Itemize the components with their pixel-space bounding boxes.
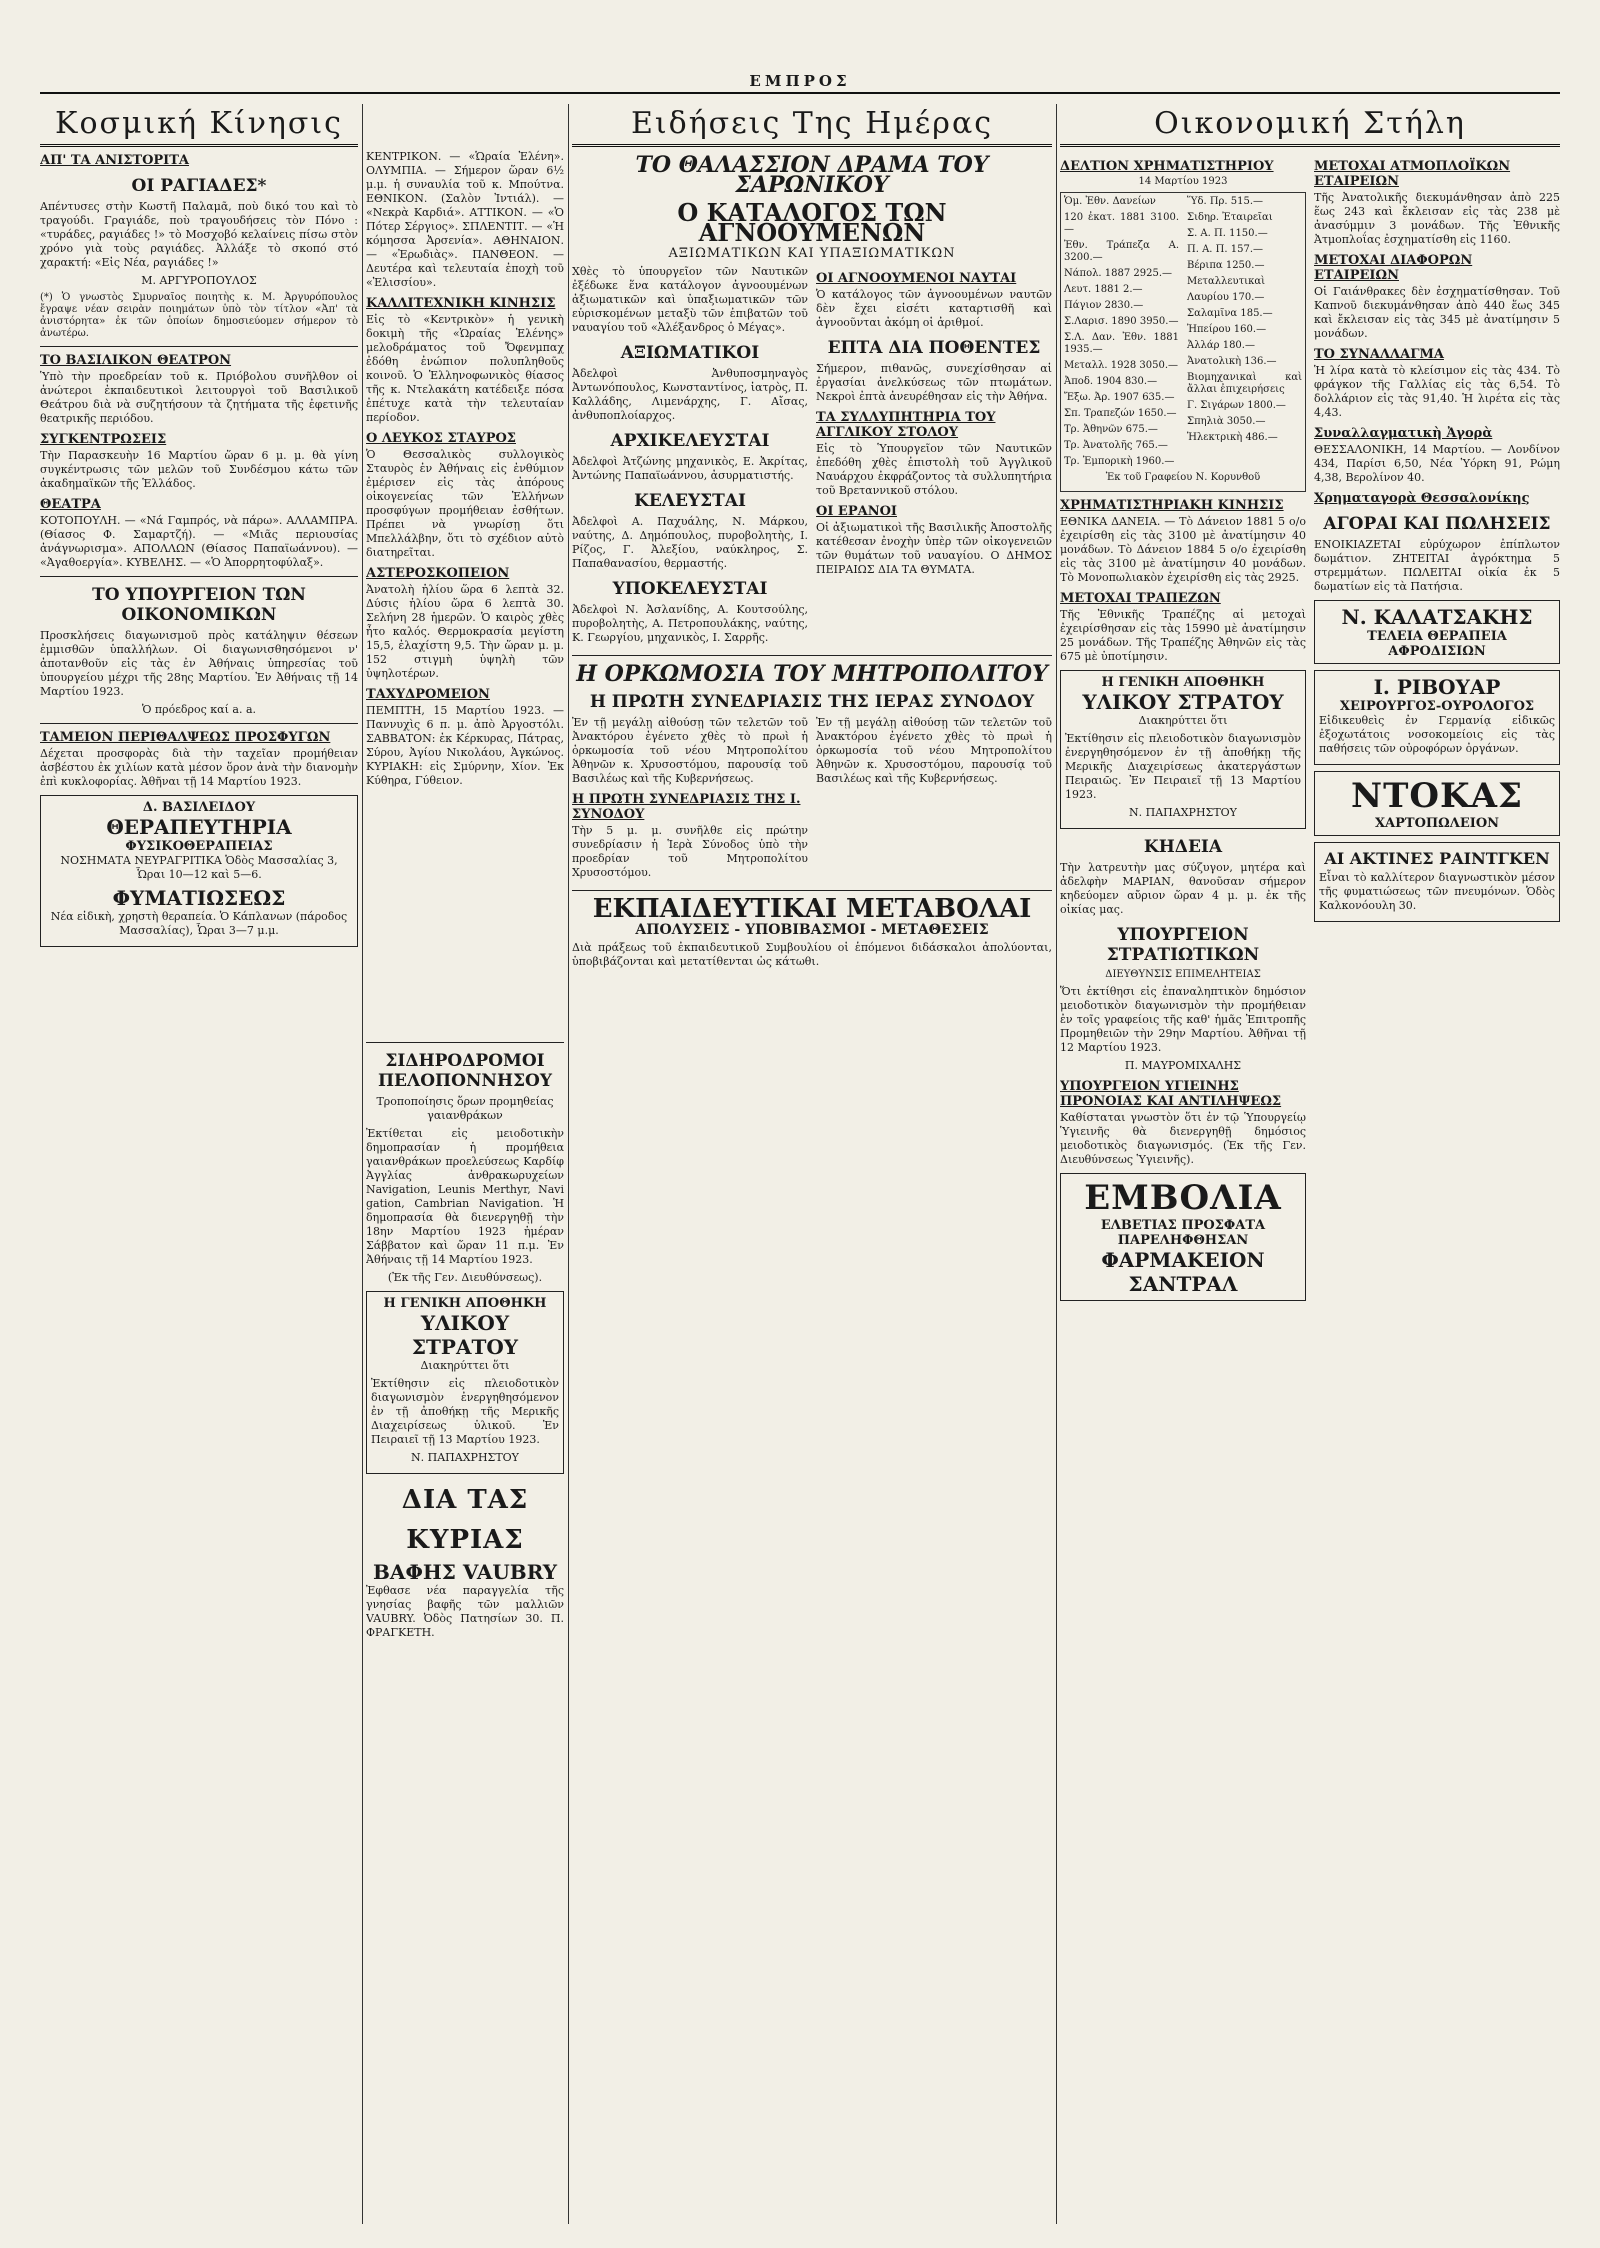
deltion-col-b: [1187, 196, 1302, 472]
keleustai-text: Ἀδελφοὶ Α. Παχυάλης, Ν. Μάρκου, ναύτης, Δ. Δημόπουλος, πυροβολητὴς, Ι. Ρίζος, Γ. Ἀλεξίου, ναύκληρος, Σ. Παπαθανασίου, θερμαστής.: [572, 515, 808, 570]
ad-ribouar-name: Ι. ΡΙΒΟΥΑΡ: [1373, 675, 1501, 699]
ad-apothiki-2-heading: Η ΓΕΝΙΚΗ ΑΠΟΘΗΚΗ: [1101, 675, 1265, 690]
deltion-line: Βιομηχανικαὶ καὶ ἄλλαι ἐπιχειρήσεις: [1187, 372, 1302, 395]
ad-apothiki-title: ΥΛΙΚΟΥ ΣΤΡΑΤΟΥ: [411, 1311, 519, 1359]
heading-kaloi: Χρηματαγορὰ Θεσσαλονίκης: [1314, 491, 1530, 506]
heading-orkomosia: Η ΟΡΚΩΜΟΣΙΑ ΤΟΥ ΜΗΤΡΟΠΟΛΙΤΟΥ: [576, 661, 1048, 687]
heading-vasilikon: ΤΟ ΒΑΣΙΛΙΚΟΝ ΘΕΑΤΡΟΝ: [40, 353, 232, 368]
ad-apothiki-2-title: ΥΛΙΚΟΥ ΣΤΡΑΤΟΥ: [1082, 690, 1284, 714]
heading-ypourgeion: ΤΟ ΥΠΟΥΡΓΕΙΟΝ ΤΩΝ ΟΙΚΟΝΟΜΙΚΩΝ: [92, 585, 306, 625]
ypourgeion-text: Προσκλήσεις διαγωνισμοῦ πρὸς κατάληψιν θέσεων ἐμμισθῶν ὑπαλλήλων. Οἱ διαγωνισθησόμενοι ν' ἀποτανθοῦν εἰς τὰς ἐν Ἀθήναις ὑπηρεσίας τοῦ ὑπουργείου μέχρι τῆς 28ης Μαρτίου. Ἐν Ἀθήναις τῇ 14 Μαρτίου 1923.: [40, 629, 358, 698]
epta-text: Σήμερον, πιθανῶς, συνεχίσθησαν αἱ ἐργασίαι ἀνελκύσεως τῶν πτωμάτων. Νεκροὶ ἐπτὰ ἀνευρέθησαν εἰς τὴν Ἀθήνα.: [816, 362, 1052, 403]
deltion-line: 120 ἐκατ. 1881 3100.—: [1064, 212, 1179, 235]
nautai-text: Ὁ κατάλογος τῶν ἀγνοουμένων ναυτῶν δὲν ἔχει εἰσέτι καταρτισθῆ καὶ ἀγνοοῦνται ἀκόμη οἱ ἀριθμοί.: [816, 288, 1052, 329]
katalogos-text: Χθὲς τὸ ὑπουργεῖον τῶν Ναυτικῶν ἐξέδωκε ἕνα κατάλογον ἀγνοουμένων ἀξιωματικῶν καὶ ὑπαξιωματικῶν τῶν εὑρισκομένων μεταξὺ τῶν ἐπιβατῶν τοῦ ναυαγίου τοῦ «Ἀλέξανδρος ὁ Μέγας».: [572, 265, 808, 334]
deltion-line: Ὁμ. Ἐθν. Δανείων: [1064, 196, 1156, 207]
heading-epta: ΕΠΤΑ ΔΙΑ ΠΟΘΕΝΤΕΣ: [827, 338, 1041, 358]
heading-metoxai: ΜΕΤΟΧΑΙ ΤΡΑΠΕΖΩΝ: [1060, 591, 1221, 606]
sidiro-text: Ἐκτίθεται εἰς μειοδοτικὴν δημοπρασίαν ἡ προμήθεια γαιανθράκων προελεύσεως Καρδίφ Ἀγγλίας ἀνθρακωρυχείων Navigation, Leunis Merthyr, Navi gation, Cambrian Navigation. Ἡ δημοπρασία θὰ διενεργηθῇ τὴν 18ην Μαρτίου 1923 ἡμέραν Σάββατον καὶ ὥραν 11 π.μ. Ἐν Ἀθήναις τῇ 14 Μαρτίου 1923.: [366, 1127, 564, 1266]
kideia-text: Τὴν λατρευτὴν μας σύζυγον, μητέρα καὶ ἀδελφὴν ΜΑΡΙΑΝ, θανοῦσαν σήμερον κηδεύομεν αὔριον ὥραν 4 μ. μ. ἐκ τῆς οἰκίας μας.: [1060, 861, 1306, 916]
synodos-right-text: Ἐν τῇ μεγάλῃ αἰθούσῃ τῶν τελετῶν τοῦ Ἀνακτόρου ἐγένετο χθὲς τὸ πρωὶ ἡ ὁρκωμοσία τοῦ νέου Μητροπολίτου Ἀθηνῶν κ. Χρυσοστόμου, παρουσίᾳ τοῦ Βασιλέως καὶ τῆς Κυβερνήσεως.: [816, 716, 1052, 785]
deltion-line: Ἀνατολικὴ 136.—: [1187, 356, 1277, 367]
heading-agora: Συναλλαγματικὴ Ἀγορὰ: [1314, 426, 1493, 441]
heading-synkentroseis: ΣΥΓΚΕΝΤΡΩΣΕΙΣ: [40, 432, 167, 447]
heading-drama: ΤΟ ΘΑΛΑΣΣΙΟΝ ΔΡΑΜΑ ΤΟΥ ΣΑΡΩΝΙΚΟΥ: [635, 152, 989, 198]
heading-axiomatikoi: ΑΞΙΩΜΑΤΙΚΟΙ: [620, 343, 760, 363]
news-two-columns: [572, 265, 1052, 649]
deltion-line: Ἐθν. Τράπεζα Α. 3200.—: [1064, 240, 1179, 263]
metoxai-text: Τῆς Ἐθνικῆς Τραπέζης αἱ μετοχαὶ ἐχειρίσθησαν εἰς τὰς 15990 μὲ ἀνατίμησιν 25 μονάδων. Τῆς Τραπέζης Ἀθηνῶν εἰς τὰς 675 μὲ ὑποτίμησιν.: [1060, 608, 1306, 663]
ad-ribouar: [1314, 670, 1560, 765]
section-title-eidiseis: Ειδήσεις Της Ημέρας: [572, 104, 1052, 147]
section-title-oikonomiki: Οικονομική Στήλη: [1060, 104, 1560, 147]
heading-eranoi: ΟΙ ΕΡΑΝΟΙ: [816, 504, 897, 519]
deltion-line: Σπηλιὰ 3050.—: [1187, 416, 1266, 427]
etaireies-text: Τῆς Ἀνατολικῆς διεκυμάνθησαν ἀπὸ 225 ἕως 243 καὶ ἔκλεισαν εἰς τὰς 238 μὲ ἀνασύμμιν 3 μονάδων. Τῆς Ἐθνικῆς Ἀτμοπλοΐας ἐσχηματίσθη εἰς 1160.: [1314, 191, 1560, 246]
ad-vasileidou-sub2: ΦΥΜΑΤΙΩΣΕΩΣ: [112, 886, 286, 910]
ad-ribouar-sub: ΧΕΙΡΟΥΡΓΟΣ-ΟΥΡΟΛΟΓΟΣ: [1339, 699, 1535, 714]
diaforon-text: Οἱ Γαιάνθρακες δὲν ἐσχηματίσθησαν. Τοῦ Καπνοῦ διεκυμάνθησαν ἀπὸ 440 ἕως 345 καὶ ἔκλεισαν εἰς τὰς 345 μὲ ἀνατίμησιν 5 μονάδων.: [1314, 285, 1560, 340]
heading-sidiro: ΣΙΔΗΡΟΔΡΟΜΟΙ ΠΕΛΟΠΟΝΝΗΣΟΥ: [378, 1051, 552, 1091]
deltion-line: Σαλαμῖνα 185.—: [1187, 308, 1273, 319]
deltion-line: Ὕδ. Πρ. 515.—: [1187, 196, 1264, 207]
column-kosmiki: [40, 104, 358, 2224]
deltion-line: Μεταλλευτικαὶ: [1187, 276, 1266, 287]
heading-diaforon: ΜΕΤΟΧΑΙ ΔΙΑΦΟΡΩΝ ΕΤΑΙΡΕΙΩΝ: [1314, 253, 1473, 283]
heading-katalogos: Ο ΚΑΤΑΛΟΓΟΣ ΤΩΝ ΑΓΝΟΟΥΜΕΝΩΝ: [677, 198, 947, 247]
ad-ntokas-sub: ΧΑΡΤΟΠΩΛΕΙΟΝ: [1374, 816, 1500, 831]
deltion-columns: [1064, 196, 1302, 472]
heading-ypokeleustai: ΥΠΟΚΕΛΕΥΣΤΑΙ: [612, 579, 768, 599]
deltion-line: Τρ. Ἀνατολῆς 765.—: [1064, 440, 1168, 451]
ygieinis-text: Καθίσταται γνωστὸν ὅτι ἐν τῷ Ὑπουργείῳ Ὑγιεινῆς θὰ διενεργηθῇ δημόσιος μειοδοτικὸς διαγωνισμός. (Ἐκ τῆς Γεν. Διευθύνσεως Ὑγιεινῆς).: [1060, 1111, 1306, 1166]
synkentroseis-text: Τὴν Παρασκευὴν 16 Μαρτίου ὥραν 6 μ. μ. θὰ γίνη συγκέντρωσις τῶν μελῶν τοῦ Συνδέσμου κάτω τῶν ἀκαδημαϊκῶν τῆς Ἑλλάδος.: [40, 449, 358, 490]
theatra-text: ΚΟΤΟΠΟΥΛΗ. — «Νά Γαμπρός, νὰ πάρω». ΑΛΛΑΜΠΡΑ. (Θίασος Φ. Σαμαρτζή). — «Μιᾶς περιουσίας ἀνάγνωρισμα». ΑΠΟΛΛΩΝ (Θίασος Παπαϊωάννου). — «Ἀγαθοεργία». ΚΥΒΕΛΗΣ. — «Ὁ Ἀπορρητοφύλαξ».: [40, 514, 358, 569]
sidiro-signature: (Ἐκ τῆς Γεν. Διευθύνσεως).: [387, 1271, 543, 1284]
ad-kalatsakis-name: Ν. ΚΑΛΑΤΣΑΚΗΣ: [1341, 605, 1533, 629]
ad-embolia-sub: ΕΛΒΕΤΙΑΣ ΠΡΟΣΦΑΤΑ: [1100, 1218, 1266, 1233]
ypokeleustai-text: Ἀδελφοὶ Ν. Ἀσλανίδης, Α. Κουτσούλης, πυροβολητὴς, Α. Πετροπουλάκης, ναύτης, Κ. Γεωργίου, μηχανικὸς, Ι. Σαρρῆς.: [572, 603, 808, 644]
heading-tameion: ΤΑΜΕΙΟΝ ΠΕΡΙΘΑΛΨΕΩΣ ΠΡΟΣΦΥΓΩΝ: [40, 730, 331, 745]
heading-ypourgeio: ΥΠΟΥΡΓΕΙΟΝ ΣΤΡΑΤΙΩΤΙΚΩΝ: [1106, 925, 1260, 965]
news-left: [572, 265, 808, 649]
ad-kalatsakis: [1314, 600, 1560, 664]
ad-santral: ΦΑΡΜΑΚΕΙΟΝ ΣΑΝΤΡΑΛ: [1101, 1248, 1265, 1296]
leukos-text: Ὁ Θεσσαλικὸς συλλογικὸς Σταυρὸς ἐν Ἀθήναις εἰς ἐνθύμιον ἐμέρισεν εἰς τὰς ἀπόρους οἰκογενείας τῶν Ἑλλήνων προσφύγων προμήθειαν ἐσθήτων. Πρέπει νὰ γνωρίσῃ ὅτι Μπελλάλβην, ὅτι τὸ σχέδιον αὐτὸ διατηρεῖται.: [366, 448, 564, 559]
deltion-line: Σ. Α. Π. 1150.—: [1187, 228, 1268, 239]
ad-vasileidou: [40, 795, 358, 947]
ad-aktines-text: Εἶναι τὸ καλλίτερον διαγνωστικὸν μέσον τῆς φυματιώσεως τῶν πνευμόνων. Ὁδὸς Καλκονόουλη 30.: [1319, 871, 1555, 912]
ad-ribouar-text: Εἰδικευθεὶς ἐν Γερμανίᾳ εἰδικῶς ἐξοχωτάτοις νοσοκομείοις εἰς τὰς παθήσεις τῶν οὐροφόρων ὀργάνων.: [1319, 714, 1555, 755]
syllypitiria-text: Εἰς τὸ Ὑπουργεῖον τῶν Ναυτικῶν ἐπεδόθη χθὲς ἐπιστολὴ τοῦ Ἀγγλικοῦ Ναυάρχου ἐκφράζοντος τὰ συλλυπητήρια τοῦ Βρεταννικοῦ στόλου.: [816, 442, 1052, 497]
heading-synodos: Η ΠΡΩΤΗ ΣΥΝΕΔΡΙΑΣΙΣ ΤΗΣ ΙΕΡΑΣ ΣΥΝΟΔΟΥ: [589, 692, 1035, 712]
tameion-text: Δέχεται προσφορὰς διὰ τὴν ταχεῖαν προμήθειαν ἀσβέστου ἐκ χιλίων κατὰ μέσον ὅρον ἀνὰ τὴν διανομὴν ἐπὶ κυκλοφορίας. Ἀθῆναι τῇ 14 Μαρτίου 1923.: [40, 747, 358, 788]
deltion-line: Σ.Λαρισ. 1890 3950.—: [1064, 316, 1179, 327]
ad-kyries: ΔΙΑ ΤΑΣ ΚΥΡΙΑΣ: [401, 1485, 529, 1555]
deltion-line: Σιδηρ. Ἐταιρεῖαι: [1187, 212, 1273, 223]
ad-vasileidou-title: ΘΕΡΑΠΕΥΤΗΡΙΑ: [106, 815, 292, 839]
ad-embolia: [1060, 1173, 1306, 1301]
ad-vasileidou-sub: ΦΥΣΙΚΟΘΕΡΑΠΕΙΑΣ: [125, 839, 273, 854]
ad-apothiki-text: Ἐκτίθησιν εἰς πλειοδοτικὸν διαγωνισμὸν ἐνεργηθησόμενον ἐν τῇ ἀποθήκῃ τῆς Μερικῆς Διαχειρίσεως ὑλικοῦ. Ἐν Πειραιεῖ τῇ 13 Μαρτίου 1923.: [371, 1377, 559, 1446]
vasilikon-text: Ὑπὸ τὴν προεδρείαν τοῦ κ. Πριόβολου συνῆλθον οἱ ἀνώτεροι ἐκπαιδευτικοὶ λειτουργοὶ τοῦ Βασιλικοῦ Θεάτρου διὰ νὰ συζητήσουν τὰ ζητήματα τῆς ἐφετινῆς θεατρικῆς περιόδου.: [40, 370, 358, 425]
ad-ntokas: [1314, 771, 1560, 836]
ad-apothiki-2: [1060, 670, 1306, 829]
poem-title: ΟΙ ΡΑΓΙΑΔΕΣ*: [131, 176, 267, 196]
heading-kalitexniki: ΚΑΛΛΙΤΕΧΝΙΚΗ ΚΙΝΗΣΙΣ: [366, 296, 556, 311]
deltion-line: Γ. Σιγάρων 1800.—: [1187, 400, 1286, 411]
heading-theatra: ΘΕΑΤΡΑ: [40, 497, 101, 512]
theatra-list: ΚΕΝΤΡΙΚΟΝ. — «Ὡραία Ἑλένη». ΟΛΥΜΠΙΑ. — Σήμερον ὥραν 6½ μ.μ. ἡ συναυλία τοῦ κ. Μπούτνα. ΕΘΝΙΚΟΝ. (Σαλὸν Ἰντιάλ). — «Νεκρὰ Καρδιά». ΑΤΤΙΚΟΝ. — «Ὁ Πότερ Σέργιος». ΣΠΛΕΝΤΙΤ. — «Ἡ κόμησσα Ἀρσενία». ΑΘΗΝΑΙΟΝ. — «Ἐρωδιὰς». ΠΑΝΘΕΟΝ. — Δευτέρα καὶ τελευταία ἐποχὴ τοῦ «Ἐλισσίου».: [366, 150, 564, 289]
ad-apothiki-signature: Ν. ΠΑΠΑΧΡΗΣΤΟΥ: [411, 1451, 519, 1464]
deltion-line: Ἀποδ. 1904 830.—: [1064, 376, 1158, 387]
ad-apothiki-2-sub: Διακηρύττει ὅτι: [1138, 714, 1228, 727]
ad-kalatsakis-sub: ΤΕΛΕΙΑ ΘΕΡΑΠΕΙΑ ΑΦΡΟΔΙΣΙΩΝ: [1367, 629, 1507, 659]
sidiro-sub: Τροποποίησις ὅρων προμηθείας γαιανθράκων: [376, 1095, 554, 1122]
deltion-line: Ἔξω. Ἀρ. 1907 635.—: [1064, 392, 1175, 403]
deltion-line: Νάπολ. 1887 2925.—: [1064, 268, 1173, 279]
agores-text: ΕΝΟΙΚΙΑΖΕΤΑΙ εὐρύχωρον ἐπίπλωτον δωμάτιον. ΖΗΤΕΙΤΑΙ ἀγρόκτημα 5 στρεμμάτων. ΠΩΛΕΙΤΑΙ οἰκία ἐκ 5 δωματίων εἰς τὰ Πατήσια.: [1314, 538, 1560, 593]
katalogos-sub: ΑΞΙΩΜΑΤΙΚΩΝ ΚΑΙ ΥΠΑΞΙΩΜΑΤΙΚΩΝ: [668, 246, 956, 261]
news-right: [816, 265, 1052, 649]
heading-chrimat: ΧΡΗΜΑΤΙΣΤΗΡΙΑΚΗ ΚΙΝΗΣΙΣ: [1060, 498, 1284, 513]
ad-vafis-text: Ἐφθασε νέα παραγγελία τῆς γνησίας βαφῆς τῶν μαλλιῶν VAUBRY. Ὀδὸς Πατησίων 30. Π. ΦΡΑΓΚΕΤΗ.: [366, 1584, 564, 1639]
heading-agores: ΑΓΟΡΑΙ ΚΑΙ ΠΩΛΗΣΕΙΣ: [1323, 514, 1551, 534]
ad-embolia-title: ΕΜΒΟΛΙΑ: [1084, 1178, 1282, 1218]
agora-text: ΘΕΣΣΑΛΟΝΙΚΗ, 14 Μαρτίου. — Λονδίνον 434, Παρίσι 6,50, Νέα Ὑόρκη 91, Ρώμη 4,38, Βερολίνον 40.: [1314, 443, 1560, 484]
deltion-line: Ἀλλάρ 180.—: [1187, 340, 1255, 351]
ypourgeio-text: Ὅτι ἐκτίθησι εἰς ἐπαναληπτικὸν δημόσιον μειοδοτικὸν διαγωνισμὸν τὴν προμήθειαν ἐν τοῖς γραφείοις τῆς καθ' ἡμᾶς Ἐπιτροπῆς Προμηθειῶν τὴν 29ην Μαρτίου. Ἀθῆναι τῇ 12 Μαρτίου 1923.: [1060, 985, 1306, 1054]
ad-apothiki-sub: Διακηρύττει ὅτι: [420, 1359, 510, 1372]
poem-signature: Μ. ΑΡΓΥΡΟΠΟΥΛΟΣ: [141, 274, 257, 287]
deltion-line: Τρ. Ἐμπορικὴ 1960.—: [1064, 456, 1175, 467]
ad-vasileidou-text: ΝΟΣΗΜΑΤΑ ΝΕΥΡΑΓΡΙΤΙΚΑ Ὁδὸς Μασσαλίας 3, Ὧραι 10—12 καὶ 5—6.: [60, 854, 338, 881]
econ-two-columns: [1060, 153, 1560, 1307]
heading-keleustai: ΚΕΛΕΥΣΤΑΙ: [634, 491, 746, 511]
heading-syllypitiria: ΤΑ ΣΥΛΛΥΠΗΤΗΡΙΑ ΤΟΥ ΑΓΓΛΙΚΟΥ ΣΤΟΛΟΥ: [816, 410, 996, 440]
section-title-kosmiki: Κοσμική Κίνησις: [40, 104, 358, 147]
heading-leukos: Ο ΛΕΥΚΟΣ ΣΤΑΥΡΟΣ: [366, 431, 516, 446]
axiomatikoi-text: Ἀδελφοὶ Ἀνθυποσμηναγὸς Ἀντωνόπουλος, Κωνσταντίνος, ἰατρὸς, Π. Καλλάδης, Λιμενάρχης, Γ. Αἴσας, ἀνθυποπλοίαρχος.: [572, 367, 808, 422]
deltion-signature: Ἐκ τοῦ Γραφείου Ν. Κορυνθοῦ: [1105, 472, 1261, 483]
deltion-line: Τρ. Ἀθηνῶν 675.—: [1064, 424, 1158, 435]
deltion-line: Λευτ. 1881 2.—: [1064, 284, 1143, 295]
column-eidiseis: [572, 104, 1052, 2224]
ypourgeio-sub: ΔΙΕΥΘΥΝΣΙΣ ΕΠΙΜΕΛΗΤΕΙΑΣ: [1105, 969, 1261, 980]
deltion-line: Ἠπείρου 160.—: [1187, 324, 1267, 335]
ekpaid-text: Διὰ πράξεως τοῦ ἐκπαιδευτικοῦ Συμβουλίου οἱ ἑπόμενοι διδάσκαλοι ἀπολύονται, ὑποβιβάζονται καὶ μετατίθενται ὡς κάτωθι.: [572, 941, 1052, 968]
heading-etaireies: ΜΕΤΟΧΑΙ ΑΤΜΟΠΛΟΪΚΩΝ ΕΤΑΙΡΕΙΩΝ: [1314, 159, 1511, 189]
masthead: ΕΜΠΡΟΣ: [40, 72, 1560, 94]
heading-synallagma: ΤΟ ΣΥΝΑΛΛΑΓΜΑ: [1314, 347, 1444, 362]
astero-text: Ἀνατολὴ ἡλίου ὥρα 6 λεπτὰ 32. Δύσις ἡλίου ὥρα 6 λεπτὰ 30. Σελήνη 28 ἡμερῶν. Ὁ καιρὸς χθὲς ἦτο καλός. Θερμοκρασία μεγίστη 15,5, ἐλαχίστη 9,5. Τὴν ὥραν μ. μ. 152 στιγμὴ ὑψηλὴ τῶν ὑψηλοτέρων.: [366, 583, 564, 680]
ad-vafis: ΒΑΦΗΣ VAUBRY: [373, 1560, 557, 1584]
heading-kideia: ΚΗΔΕΙΑ: [1143, 837, 1223, 857]
heading-astero: ΑΣΤΕΡΟΣΚΟΠΕΙΟΝ: [366, 566, 510, 581]
synodos-text: Ἐν τῇ μεγάλῃ αἰθούσῃ τῶν τελετῶν τοῦ Ἀνακτόρου ἐγένετο χθὲς τὸ πρωὶ ἡ ὁρκωμοσία τοῦ νέου Μητροπολίτου Ἀθηνῶν κ. Χρυσοστόμου, παρουσίᾳ τοῦ Βασιλέως καὶ τῆς Κυβερνήσεως.: [572, 716, 808, 785]
synodos-right: [816, 716, 1052, 884]
kalitexniki-text: Εἰς τὸ «Κεντρικὸν» ἡ γενικὴ δοκιμὴ τῆς «Ὡραίας Ἑλένης» μελοδράματος τοῦ Ὄφενμπαχ ἐδόθη ἐνώπιον πολυπληθοῦς κοινοῦ. Ὁ Ἑλληνοφωνικὸς θίασος τῆς κ. Ντελακάτη κατέδειξε πόσα ἐπέτυχε κατὰ τὴν τελευταίαν περίοδον.: [366, 313, 564, 424]
deltion-table: [1060, 192, 1306, 492]
column-sidiro: [366, 1036, 564, 2224]
ad-apothiki: [366, 1291, 564, 1474]
ad-embolia-sub2: ΠΑΡΕΛΗΦΘΗΣΑΝ: [1117, 1233, 1249, 1248]
deltion-date: 14 Μαρτίου 1923: [1138, 176, 1228, 187]
taxydromeion-text: ΠΕΜΠΤΗ, 15 Μαρτίου 1923. — Παννυχὶς 6 π. μ. ἀπὸ Ἀργοστόλι. ΣΑΒΒΑΤΟΝ: ἐκ Κέρκυρας, Πάτρας, Σύρου, Ἀγίου Νικολάου, Ἀγκώνος. ΚΥΡΙΑΚΗ: εἰς Σμύρνην, Χίον. Ἐκ Κύθηρα, Γύθειον.: [366, 704, 564, 787]
ypourgeion-signature: Ὁ πρόεδρος καί a. a.: [141, 703, 257, 716]
ad-vasileidou-name: Δ. ΒΑΣΙΛΕΙΔΟΥ: [142, 800, 256, 815]
deltion-line: Πάγιον 2830.—: [1064, 300, 1144, 311]
heading-deltion: ΔΕΛΤΙΟΝ ΧΡΗΜΑΤΙΣΤΗΡΙΟΥ: [1060, 159, 1274, 174]
chrimat-text: ΕΘΝΙΚΑ ΔΑΝΕΙΑ. — Τὸ Δάνειον 1881 5 ο/ο ἐχειρίσθη εἰς τὰς 3100 μὲ ἀνατίμησιν 40 μονάδων. Τὸ Δάνειον 1884 5 ο/ο ἐχειρίσθη εἰς τὰς 3100 μὲ ἀνατίμησιν 40 μονάδων. Τὸ Μονοπωλιακὸν ἐχειρίσθη εἰς τὰς 2925.: [1060, 515, 1306, 584]
poem-note: (*) Ὁ γνωστὸς Σμυρναῖος ποιητὴς κ. Μ. Ἀργυρόπουλος ἔγραψε νέαν σειρὰν ποιημάτων ὑπὸ τὸν τίτλον «Ἀπ' τὰ ἀνιστόρητα» ἐκ τῶν ὁποίων δημοσιεύομεν σήμερον τὸ ἀνωτέρω.: [40, 292, 358, 339]
ad-apothiki-heading: Η ΓΕΝΙΚΗ ΑΠΟΘΗΚΗ: [383, 1296, 547, 1311]
eranoi-text: Οἱ ἀξιωματικοὶ τῆς Βασιλικῆς Ἀποστολῆς κατέθεσαν ἐνοχὴν ὑπὲρ τῶν οἰκογενειῶν τῶν θυμάτων τοῦ ναυαγίου. Ο ΔΗΜΟΣ ΠΕΙΡΑΙΩΣ ΔΙΑ ΤΑ ΘΥΜΑΤΑ.: [816, 521, 1052, 576]
synodos-left: [572, 716, 808, 884]
ypourgeio-signature: Π. ΜΑΥΡΟΜΙΧΑΛΗΣ: [1124, 1059, 1242, 1072]
heading-nautai: ΟΙ ΑΓΝΟΟΥΜΕΝΟΙ ΝΑΥΤΑΙ: [816, 271, 1017, 286]
deltion-col-a: [1064, 196, 1179, 472]
heading-arxikeleustai: ΑΡΧΙΚΕΛΕΥΣΤΑΙ: [610, 431, 770, 451]
ad-aktines: [1314, 842, 1560, 922]
deltion-line: Σπ. Τραπεζών 1650.—: [1064, 408, 1177, 419]
ad-vasileidou-text2: Νέα εἰδικὴ, χρηστὴ θεραπεία. Ὁ Κάπλανων (πάροδος Μασσαλίας), Ὧραι 3—7 μ.μ.: [50, 910, 348, 937]
heading-anistoryta: ΑΠ' ΤΑ ΑΝΙΣΤΟΡΙΤΑ: [40, 153, 190, 168]
heading-taxydromeion: ΤΑΧΥΔΡΟΜΕΙΟΝ: [366, 687, 490, 702]
ad-apothiki-2-signature: Ν. ΠΑΠΑΧΡΗΣΤΟΥ: [1129, 806, 1237, 819]
deltion-line: Π. Α. Π. 157.—: [1187, 244, 1264, 255]
deltion-line: Βέριπα 1250.—: [1187, 260, 1265, 271]
econ-left: [1060, 153, 1306, 1307]
arxikeleustai-text: Ἀδελφοὶ Ἀτζώνης μηχανικὸς, Ε. Ἀκρίτας, Ἀντώνης Παπαϊωάννου, ἀσυρματιστής.: [572, 455, 808, 482]
synodos-columns: [572, 716, 1052, 884]
heading-synodos2: Η ΠΡΩΤΗ ΣΥΝΕΔΡΙΑΣΙΣ ΤΗΣ Ι. ΣΥΝΟΔΟΥ: [572, 792, 801, 822]
synallagma-text: Ἡ λίρα κατὰ τὸ κλείσιμον εἰς τὰς 434. Τὸ φράγκον τῆς Γαλλίας εἰς τὰς 6,54. Τὸ δολλάριον εἰς τὰς 91,40. Ἡ λιρέτα εἰς τὰς 4,43.: [1314, 364, 1560, 419]
deltion-line: Μεταλλ. 1928 3050.—: [1064, 360, 1178, 371]
ad-aktines-title: ΑΙ ΑΚΤΙΝΕΣ ΡΑΙΝΤΓΚΕΝ: [1324, 849, 1550, 868]
synodos2-text: Τὴν 5 μ. μ. συνῆλθε εἰς πρώτην συνεδρίασιν ἡ Ἱερὰ Σύνοδος ὑπὸ τὴν προεδρίαν τοῦ Μητροπολίτου Χρυσοστόμου.: [572, 824, 808, 879]
econ-right: [1314, 153, 1560, 1307]
heading-ygieinis: ΥΠΟΥΡΓΕΙΟΝ ΥΓΙΕΙΝΗΣ ΠΡΟΝΟΙΑΣ ΚΑΙ ΑΝΤΙΛΗΨΕΩΣ: [1060, 1079, 1282, 1109]
heading-ekpaid: ΕΚΠΑΙΔΕΥΤΙΚΑΙ ΜΕΤΑΒΟΛΑΙ: [592, 894, 1032, 924]
deltion-line: Λαυρίου 170.—: [1187, 292, 1265, 303]
deltion-line: Σ.Λ. Δαν. Ἐθν. 1881 1935.—: [1064, 332, 1179, 355]
poem-text: Απέντυσες στὴν Κωστῆ Παλαμᾶ, ποὺ δικό του καὶ τὸ τραγούδι. Γραγιάδε, ποὺ τραγουδήσεις τὸν Πόνο : «τυράδες, ραγιάδες !» τὸ Μοσχοβό κελαίνεις πίσω στὸν χρόνο γιὰ τοὺς ραγιάδες. Ἀλλάξε τὸ σκοπό στό χαρακτή: «Εἰς Νέα, ραγιάδες !»: [40, 200, 358, 269]
ekpaid-sub: ΑΠΟΛΥΣΕΙΣ - ΥΠΟΒΙΒΑΣΜΟΙ - ΜΕΤΑΘΕΣΕΙΣ: [635, 922, 989, 938]
column-oikonomiki: [1060, 104, 1560, 2224]
ad-ntokas-name: ΝΤΟΚΑΣ: [1351, 776, 1523, 816]
ad-apothiki-2-text: Ἐκτίθησιν εἰς πλειοδοτικὸν διαγωνισμὸν ἐνεργηθησόμενον ἐν τῇ ἀποθήκῃ τῆς Μερικῆς Διαχειρίσεως ἀκατεργάστων Πειραιῶς. Ἐν Πειραιεῖ τῇ 13 Μαρτίου 1923.: [1065, 732, 1301, 801]
deltion-line: Ἡλεκτρικὴ 486.—: [1187, 432, 1278, 443]
